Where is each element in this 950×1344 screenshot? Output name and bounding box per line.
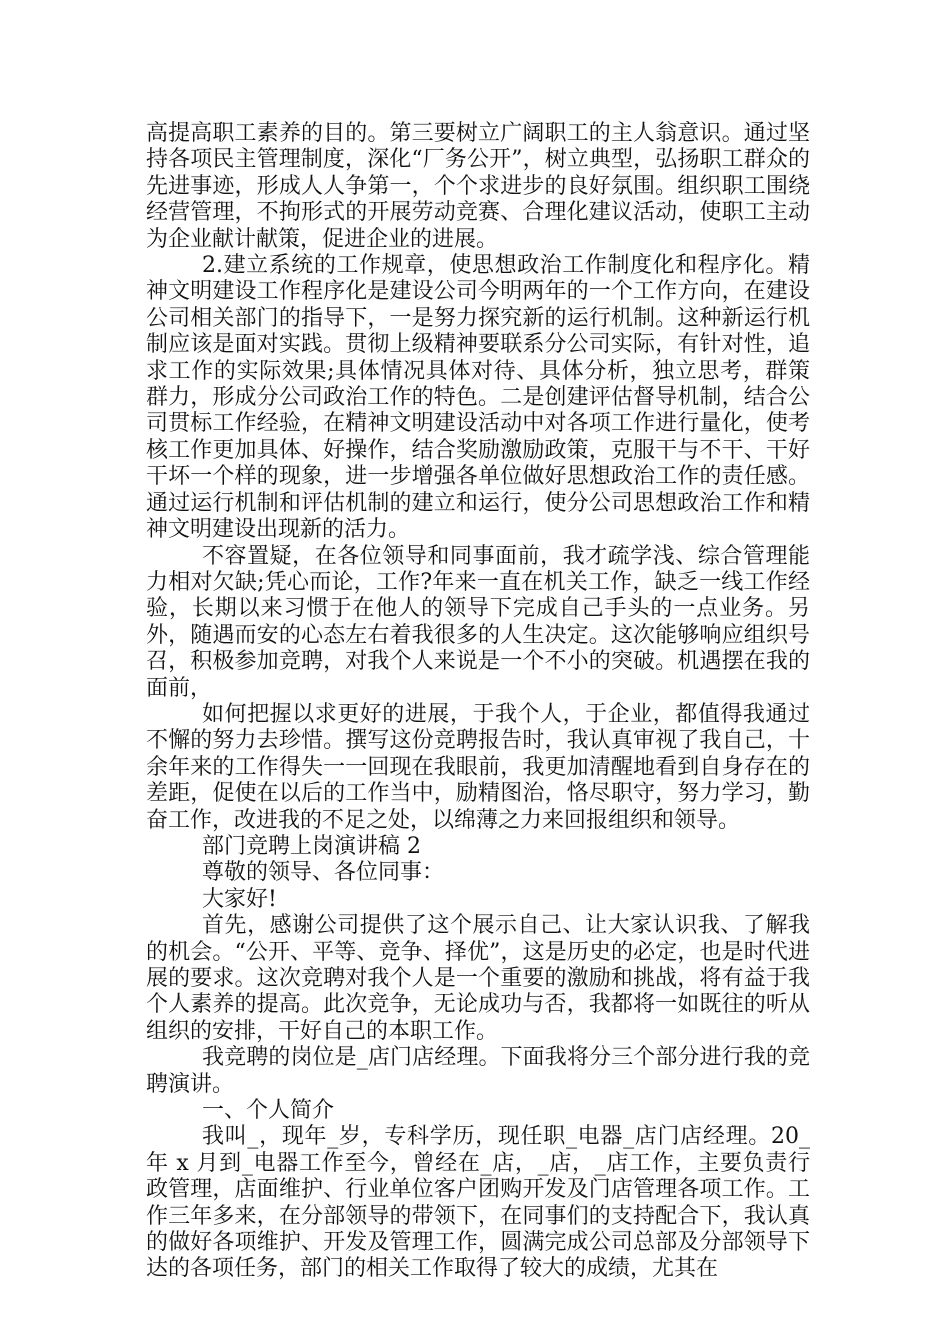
paragraph-6: 我竞聘的岗位是_店门店经理。下面我将分三个部分进行我的竞聘演讲。	[146, 1045, 810, 1097]
document-page	[146, 121, 810, 1283]
greeting: 大家好!	[202, 886, 277, 912]
paragraph-7: 我叫_，现年_岁，专科学历，现任职_电器_店门店经理。20_年 x 月到_电器工作至今，曾经在_店，_店，_店工作，主要负责行政管理，店面维护、行业单位客户团购开发及门店管理各项工作。工作三年多来，在分部领导的带领下，在同事们的支持配合下，我认真的做好各项维护、开发及管理工作，圆满完成公司总部及分部领导下达的各项任务，部门的相关工作取得了较大的成绩，尤其在	[146, 1124, 810, 1282]
paragraph-5: 首先，感谢公司提供了这个展示自己、让大家认识我、了解我的机会。“公开、平等、竞争、择优”，这是历史的必定，也是时代进展的要求。这次竞聘对我个人是一个重要的激励和挑战，将有益于我个人素养的提高。此次竞争，无论成功与否，我都将一如既往的听从组织的安排，干好自己的本职工作。	[146, 913, 810, 1044]
paragraph-4: 如何把握以求更好的进展，于我个人，于企业，都值得我通过不懈的努力去珍惜。撰写这份竞聘报告时，我认真审视了我自己，十余年来的工作得失一一回现在我眼前，我更加清醒地看到自身存在的差距，促使在以后的工作当中，励精图治，恪尽职守，努力学习，勤奋工作，改进我的不足之处，以绵薄之力来回报组织和领导。	[146, 701, 810, 833]
paragraph-1: 高提高职工素养的目的。第三要树立广阔职工的主人翁意识。通过坚持各项民主管理制度，深化“厂务公开”，树立典型，弘扬职工群众的先进事迹，形成人人争第一，个个求进步的良好氛围。组织职工围绕经营管理，不拘形式的开展劳动竞赛、合理化建议活动，使职工主动为企业献计献策，促进企业的进展。	[146, 121, 810, 252]
paragraph-2: 2.建立系统的工作规章，使思想政治工作制度化和程序化。精神文明建设工作程序化是建设公司今明两年的一个工作方向，在建设公司相关部门的指导下，一是努力探究新的运行机制。这种新运行机制应该是面对实践。贯彻上级精神要联系分公司实际，有针对性，追求工作的实际效果;具体情况具体对待、具体分析，独立思考，群策群力，形成分公司政治工作的特色。二是创建评估督导机制，结合公司贯标工作经验，在精神文明建设活动中对各项工作进行量化，使考核工作更加具体、好操作，结合奖励激励政策，克服干与不干、干好干坏一个样的现象，进一步增强各单位做好思想政治工作的责任感。通过运行机制和评估机制的建立和运行，使分公司思想政治工作和精神文明建设出现新的活力。	[146, 253, 810, 543]
subsection-heading: 一、个人简介	[202, 1098, 335, 1124]
paragraph-3: 不容置疑，在各位领导和同事面前，我才疏学浅、综合管理能力相对欠缺;凭心而论，工作?年来一直在机关工作，缺乏一线工作经验，长期以来习惯于在他人的领导下完成自己手头的一点业务。另外，随遇而安的心态左右着我很多的人生决定。这次能够响应组织号召，积极参加竞聘，对我个人来说是一个不小的突破。机遇摆在我的面前，	[146, 543, 810, 701]
salutation: 尊敬的领导、各位同事：	[202, 860, 445, 886]
section-heading: 部门竞聘上岗演讲稿 2	[202, 833, 421, 859]
